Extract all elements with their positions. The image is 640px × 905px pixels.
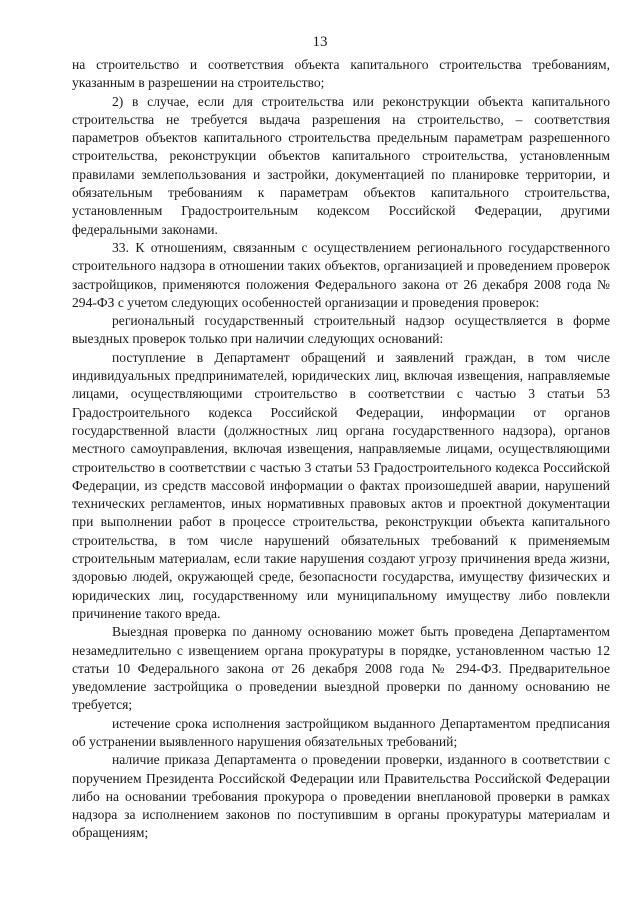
paragraph: региональный государственный строительный надзор осуществляется в форме выездных проверок только при наличии следующих оснований: xyxy=(72,313,610,347)
paragraph: истечение срока исполнения застройщиком выданного Департаментом предписания об устранении выявленного нарушения обязательных требований; xyxy=(72,715,610,749)
paragraph: на строительство и соответствия объекта капитального строительства требованиям, указанным в разрешении на строительство; xyxy=(72,57,610,91)
page-number: 13 xyxy=(312,34,328,50)
paragraph: Выездная проверка по данному основанию может быть проведена Департаментом незамедлительно с извещением органа прокуратуры в порядке, установленном частью 12 статьи 10 Федерального закона от 26 декабря 2008 года № 294-ФЗ. Предварительное уведомление застройщика о проведении выездной проверки по данному основанию не требуется; xyxy=(72,624,610,713)
paragraph: наличие приказа Департамента о проведении проверки, изданного в соответствии с поручением Президента Российской Федерации или Правительства Российской Федерации либо на основании требования прокурора о проведении внеплановой проверки в рамках надзора за исполнением законов по поступившим в органы прокуратуры материалам и обращениям; xyxy=(72,752,610,841)
paragraph: 33. К отношениям, связанным с осуществлением регионального государственного строительного надзора в отношении таких объектов, организацией и проведением проверок застройщиков, применяются положения Федерального закона от 26 декабря 2008 года № 294-ФЗ с учетом следующих особенностей организации и проведения проверок: xyxy=(72,239,610,310)
document-body xyxy=(72,56,610,843)
paragraph: 2) в случае, если для строительства или реконструкции объекта капитального строительства не требуется выдача разрешения на строительство, – соответствия параметров объектов капитального строительства предельным параметрам разрешенного строительства, реконструкции объектов капитального строительства, установленным правилами землепользования и застройки, документацией по планировке территории, и обязательным требованиям к параметрам объектов капитального строительства, установленным Градостроительным кодексом Российской Федерации, другими федеральными законами. xyxy=(72,93,610,237)
paragraph: поступление в Департамент обращений и заявлений граждан, в том числе индивидуальных предпринимателей, юридических лиц, включая извещения, направляемые лицами, осуществляющими строительство в соответствии с частью 3 статьи 53 Градостроительного кодекса Российской Федерации, информации от органов государственной власти (должностных лиц органа государственного надзора), органов местного самоуправления, включая извещения, направляемые лицами, осуществляющими строительство в соответствии с частью 3 статьи 53 Градостроительного кодекса Российской Федерации, из средств массовой информации о фактах произошедшей аварии, нарушений технических регламентов, иных нормативных правовых актов и проектной документации при выполнении работ в процессе строительства, реконструкции объекта капитального строительства, в том числе нарушений обязательных требований к применяемым строительным материалам, если такие нарушения создают угрозу причинения вреда жизни, здоровью людей, окружающей среде, безопасности государства, имуществу физических и юридических лиц, государственному или муниципальному имуществу либо повлекли причинение такого вреда. xyxy=(72,349,610,621)
